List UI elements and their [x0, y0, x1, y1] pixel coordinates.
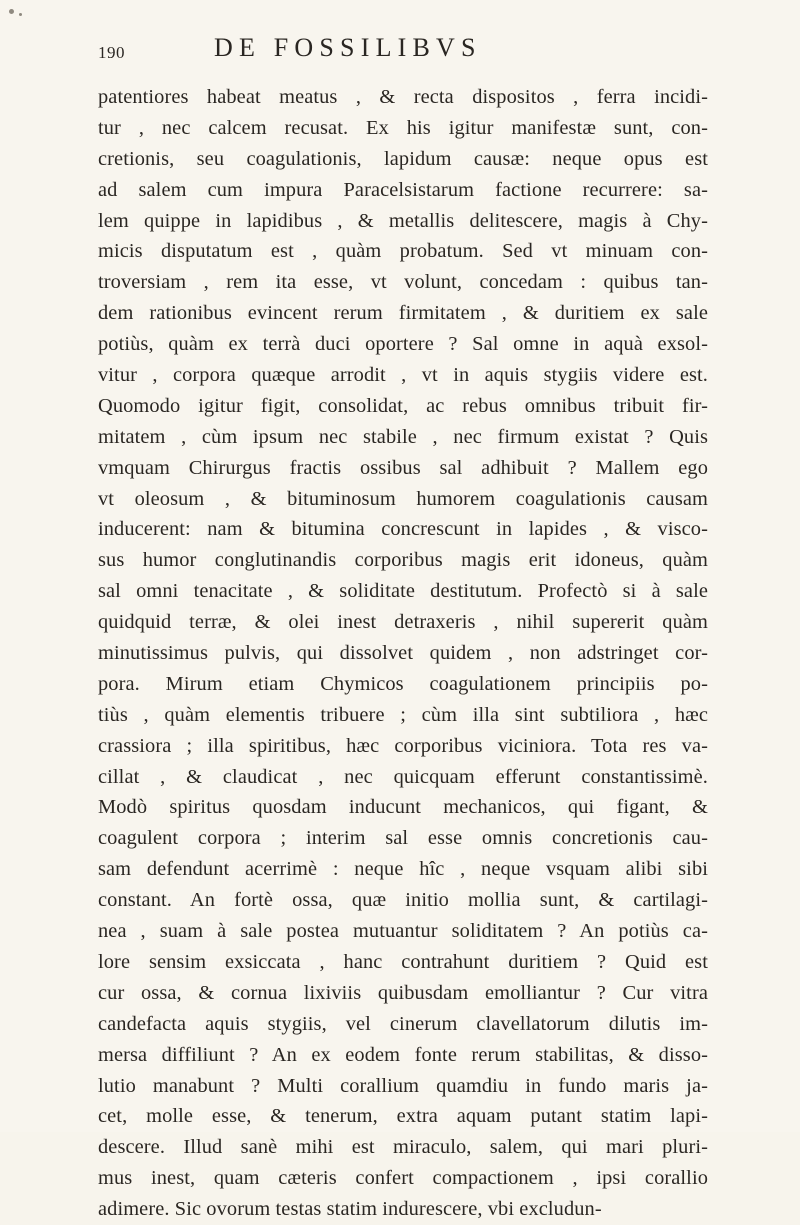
- text-line: descere. Illud sanè mihi est miraculo, salem, qui mari pluri-: [98, 1136, 708, 1159]
- text-line: patentiores habeat meatus , & recta dispositos , ferra incidi-: [98, 86, 708, 108]
- text-line: lutio manabunt ? Multi corallium quamdiu in fundo maris ja-: [98, 1074, 708, 1097]
- text-line: constant. An fortè ossa, quæ initio mollia sunt, & cartilagi-: [98, 889, 708, 912]
- text-line: Quomodo igitur figit, consolidat, ac rebus omnibus tribuit fir-: [98, 394, 708, 417]
- text-line: cillat , & claudicat , nec quicquam efferunt constantissimè.: [98, 765, 708, 788]
- text-line: candefacta aquis stygiis, vel cinerum clavellatorum dilutis im-: [98, 1012, 708, 1035]
- text-line: vmquam Chirurgus fractis ossibus sal adhibuit ? Mallem ego: [98, 456, 708, 479]
- ink-speck: [19, 13, 22, 16]
- text-line: cur ossa, & cornua lixiviis quibusdam emolliantur ? Cur vitra: [98, 981, 708, 1004]
- text-line: cet, molle esse, & tenerum, extra aquam putant statim lapi-: [98, 1105, 708, 1128]
- text-line: crassiora ; illa spiritibus, hæc corporibus viciniora. Tota res va-: [98, 734, 708, 757]
- running-head: DE FOSSILIBVS: [214, 33, 482, 62]
- text-line: cretionis, seu coagulationis, lapidum causæ: neque opus est: [98, 147, 708, 170]
- text-line: Modò spiritus quosdam inducunt mechanicos, qui figant, &: [98, 796, 708, 819]
- text-line: pora. Mirum etiam Chymicos coagulationem principiis po-: [98, 672, 708, 695]
- text-line: lem quippe in lapidibus , & metallis delitescere, magis à Chy-: [98, 209, 708, 232]
- text-line: vitur , corpora quæque arrodit , vt in aquis stygiis videre est.: [98, 364, 708, 387]
- page-number: 190: [98, 43, 125, 62]
- text-line: ad salem cum impura Paracelsistarum factione recurrere: sa-: [98, 178, 708, 201]
- text-line: inducerent: nam & bitumina concrescunt in lapides , & visco-: [98, 518, 708, 541]
- text-line: sus humor conglutinandis corporibus magis erit idoneus, quàm: [98, 549, 708, 572]
- text-line: adimere. Sic ovorum testas statim indurescere, vbi excludun-: [98, 1198, 602, 1221]
- text-line: coagulent corpora ; interim sal esse omnis concretionis cau-: [98, 827, 708, 850]
- text-line: mersa diffiliunt ? An ex eodem fonte rerum stabilitas, & disso-: [98, 1043, 708, 1066]
- text-line: potiùs, quàm ex terrà duci oportere ? Sal omne in aquà exsol-: [98, 333, 708, 356]
- body-text: [98, 82, 708, 1225]
- ink-speck: [9, 9, 14, 14]
- text-line: sal omni tenacitate , & soliditate destitutum. Profectò si à sale: [98, 580, 708, 603]
- text-line: nea , suam à sale postea mutuantur soliditatem ? An potiùs ca-: [98, 920, 708, 943]
- text-line: vt oleosum , & bituminosum humorem coagulationis causam: [98, 487, 708, 510]
- text-line: dem rationibus evincent rerum firmitatem , & duritiem ex sale: [98, 302, 708, 325]
- text-line: micis disputatum est , quàm probatum. Sed vt minuam con-: [98, 240, 708, 263]
- text-line: troversiam , rem ita esse, vt volunt, concedam : quibus tan-: [98, 271, 708, 294]
- text-line: lore sensim exsiccata , hanc contrahunt duritiem ? Quid est: [98, 950, 708, 973]
- text-line: tur , nec calcem recusat. Ex his igitur manifestæ sunt, con-: [98, 116, 708, 139]
- text-line: mitatem , cùm ipsum nec stabile , nec firmum existat ? Quis: [98, 425, 708, 448]
- text-line: sam defendunt acerrimè : neque hîc , neque vsquam alibi sibi: [98, 858, 708, 881]
- text-line: quidquid terræ, & olei inest detraxeris , nihil supererit quàm: [98, 611, 708, 634]
- text-line: mus inest, quam cæteris confert compactionem , ipsi corallio: [98, 1167, 708, 1190]
- text-line: minutissimus pulvis, qui dissolvet quidem , non adstringet cor-: [98, 642, 708, 665]
- text-line: tiùs , quàm elementis tribuere ; cùm illa sint subtiliora , hæc: [98, 703, 708, 726]
- page-header: [98, 33, 688, 73]
